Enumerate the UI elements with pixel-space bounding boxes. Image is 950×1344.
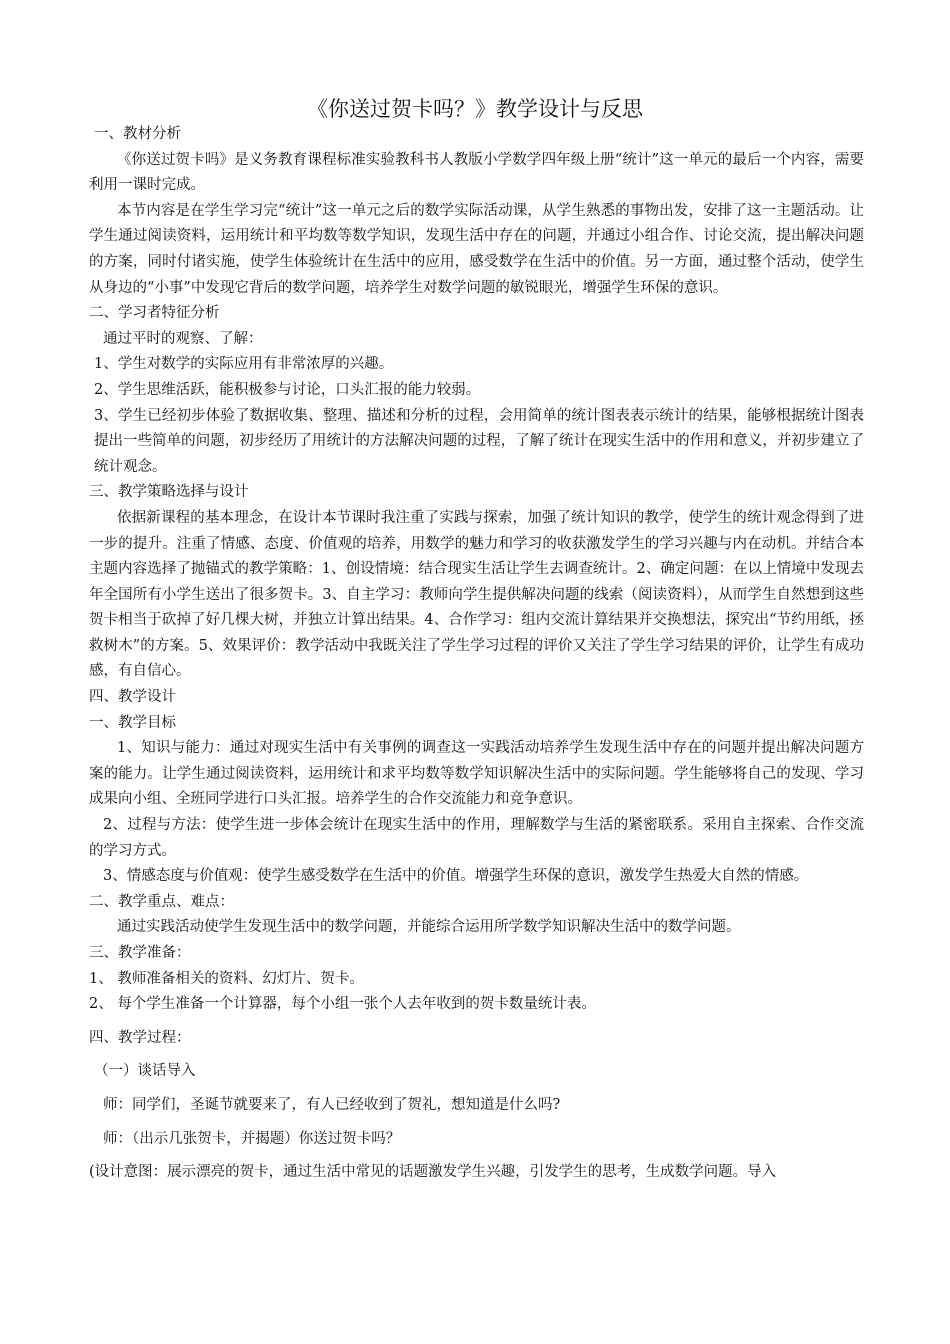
list-item: 2、 每个学生准备一个计算器，每个小组一张个人去年收到的贺卡数量统计表。 bbox=[89, 996, 596, 1013]
paragraph: 1、知识与能力：通过对现实生活中有关事例的调查这一实践活动培养学生发现生活中存在的问题并提出解决问题方案的能力。让学生通过阅读资料，运用统计和求平均数等数学知识解决生活中的实际问题。学生能够将自己的发现、学习成果向小组、全班同学进行口头汇报。培养学生的合作交流能力和竞争意识。 bbox=[89, 740, 864, 808]
paragraph: 2、过程与方法：使学生进一步体会统计在现实生活中的作用，理解数学与生活的紧密联系。采用自主探索、合作交流的学习方式。 bbox=[89, 817, 864, 859]
paragraph: 本节内容是在学生学习完“统计”这一单元之后的数学实际活动课，从学生熟悉的事物出发，安排了这一主题活动。让学生通过阅读资料，运用统计和平均数等数学知识，发现生活中存在的问题，并通过小组合作、讨论交流，提出解决问题的方案，同时付诸实施，使学生体验统计在生活中的应用，感受数学在生活中的价值。另一方面，通过整个活动，使学生从身边的“小事”中发现它背后的数学问题，培养学生对数学问题的敏锐眼光，增强学生环保的意识。 bbox=[89, 202, 864, 296]
section-heading: 三、教学策略选择与设计 bbox=[89, 484, 249, 501]
section-heading: 二、学习者特征分析 bbox=[89, 305, 220, 322]
dialogue-line: 师：同学们，圣诞节就要来了，有人已经收到了贺礼，想知道是什么吗? bbox=[103, 1096, 561, 1113]
section-heading: 四、教学设计 bbox=[89, 689, 176, 706]
subsection-heading: 一、教学目标 bbox=[89, 714, 176, 731]
section-heading: 一、教材分析 bbox=[94, 126, 181, 142]
list-item: 1、 教师准备相关的资料、幻灯片、贺卡。 bbox=[89, 970, 364, 987]
list-item: 2、学生思维活跃，能积极参与讨论，口头汇报的能力较弱。 bbox=[94, 381, 481, 398]
list-item: 1、学生对数学的实际应用有非常浓厚的兴趣。 bbox=[94, 356, 394, 373]
dialogue-line: 师：（出示几张贺卡，并揭题）你送过贺卡吗？ bbox=[103, 1130, 401, 1147]
subsection-heading: 二、教学重点、难点： bbox=[89, 893, 234, 910]
design-note: (设计意图：展示漂亮的贺卡，通过生活中常见的话题激发学生兴趣，引发学生的思考，生成数学问题。导入 bbox=[89, 1164, 777, 1181]
paragraph: 依据新课程的基本理念，在设计本节课时我注重了实践与探索，加强了统计知识的教学，使学生的统计观念得到了进一步的提升。注重了情感、态度、价值观的培养，用数学的魅力和学习的收获激发学生的学习兴趣与内在动机。并结合本主题内容选择了抛锚式的教学策略：1、创设情境：结合现实生活让学生去调查统计。2、确定问题：在以上情境中发现去年全国所有小学生送出了很多贺卡。3、自主学习：教师向学生提供解决问题的线索（阅读资料），从而学生自然想到这些贺卡相当于砍掉了好几棵大树，并独立计算出结果。4、合作学习：组内交流计算结果并交换想法，探究出“节约用纸，拯救树木”的方案。5、效果评价：教学活动中我既关注了学生学习过程的评价又关注了学生学习结果的评价，让学生有成功感，有自信心。 bbox=[89, 509, 864, 680]
subsection-heading: 四、教学过程： bbox=[89, 1029, 191, 1046]
step-heading: （一）谈话导入 bbox=[94, 1063, 196, 1080]
paragraph: 《你送过贺卡吗》是义务教育课程标准实验教科书人教版小学数学四年级上册“统计”这一单元的最后一个内容，需要利用一课时完成。 bbox=[89, 151, 864, 194]
document-body bbox=[89, 122, 864, 1186]
paragraph: 通过平时的观察、了解： bbox=[103, 330, 263, 347]
paragraph: 3、情感态度与价值观：使学生感受数学在生活中的价值。增强学生环保的意识，激发学生热爱大自然的情感。 bbox=[103, 868, 809, 885]
document-title: 《你送过贺卡吗？》教学设计与反思 bbox=[307, 97, 643, 121]
paragraph: 通过实践活动使学生发现生活中的数学问题，并能综合运用所学数学知识解决生活中的数学问题。 bbox=[117, 919, 741, 936]
subsection-heading: 三、教学准备： bbox=[89, 945, 191, 961]
list-item: 3、学生已经初步体验了数据收集、整理、描述和分析的过程，会用简单的统计图表表示统计的结果，能够根据统计图表提出一些简单的问题，初步经历了用统计的方法解决问题的过程，了解了统计在现实生活中的作用和意义，并初步建立了统计观念。 bbox=[94, 407, 864, 475]
